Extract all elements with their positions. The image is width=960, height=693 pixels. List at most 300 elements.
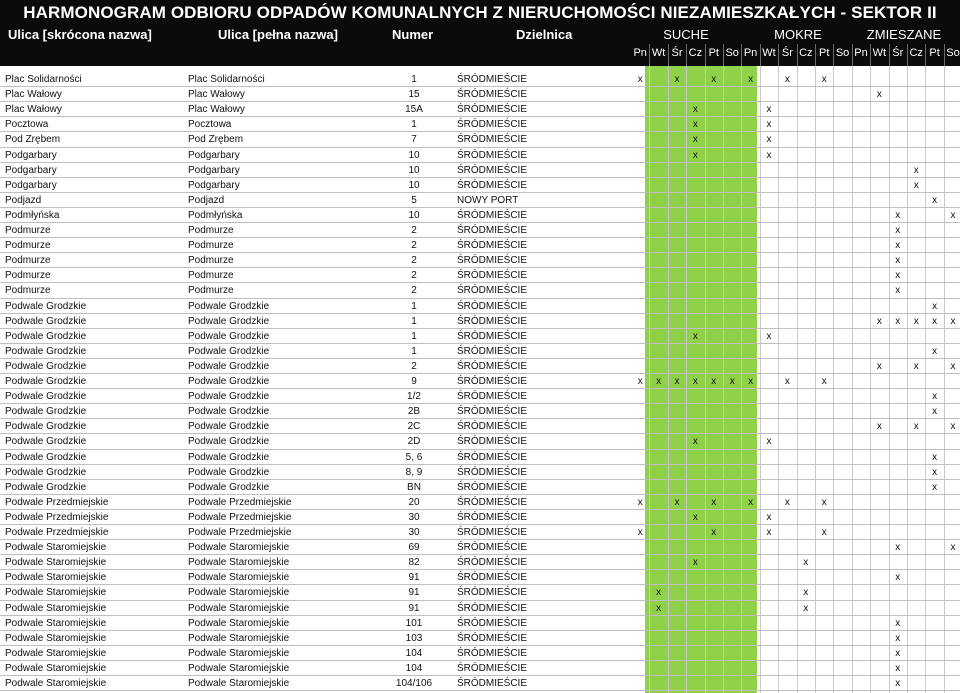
cell-numer: 91 bbox=[408, 572, 420, 584]
cell-dzielnica: ŚRÓDMIEŚCIE bbox=[457, 466, 528, 478]
cell-ulica-full: Pocztowa bbox=[188, 119, 232, 131]
cell-dzielnica: ŚRÓDMIEŚCIE bbox=[457, 89, 528, 101]
cell-ulica-full: Podgarbary bbox=[188, 179, 240, 191]
pickup-mark: x bbox=[729, 376, 735, 387]
cell-numer: 104 bbox=[405, 662, 423, 674]
pickup-mark: x bbox=[895, 632, 901, 644]
pickup-mark: x bbox=[766, 104, 772, 116]
day-header: Śr bbox=[892, 47, 904, 59]
cell-dzielnica: ŚRÓDMIEŚCIE bbox=[457, 270, 528, 282]
cell-numer: 101 bbox=[405, 617, 423, 629]
pickup-mark: x bbox=[766, 527, 772, 538]
cell-ulica-short: Podwale Staromiejskie bbox=[5, 602, 107, 614]
cell-numer: BN bbox=[407, 481, 421, 493]
row-divider bbox=[0, 690, 960, 691]
cell-ulica-short: Podwale Grodzkie bbox=[5, 451, 87, 463]
cell-ulica-full: Podmurze bbox=[188, 240, 234, 252]
cell-dzielnica: ŚRÓDMIEŚCIE bbox=[457, 632, 528, 644]
cell-dzielnica: ŚRÓDMIEŚCIE bbox=[457, 647, 528, 659]
cell-ulica-full: Podmurze bbox=[188, 225, 234, 236]
cell-numer: 69 bbox=[408, 542, 420, 554]
pickup-mark: x bbox=[913, 315, 919, 327]
cell-dzielnica: ŚRÓDMIEŚCIE bbox=[457, 421, 528, 433]
day-header: Cz bbox=[909, 47, 923, 59]
pickup-mark: x bbox=[692, 436, 698, 448]
pickup-mark: x bbox=[656, 587, 662, 599]
cell-ulica-full: Podgarbary bbox=[188, 164, 240, 176]
day-header-divider bbox=[852, 44, 853, 66]
table-row bbox=[0, 570, 960, 585]
cell-dzielnica: ŚRÓDMIEŚCIE bbox=[457, 496, 528, 508]
cell-numer: 20 bbox=[408, 496, 420, 508]
pickup-mark: x bbox=[895, 225, 901, 236]
cell-ulica-short: Podwale Grodzkie bbox=[5, 481, 87, 493]
cell-ulica-full: Podwale Staromiejskie bbox=[188, 678, 290, 689]
cell-ulica-full: Podwale Grodzkie bbox=[188, 300, 270, 312]
table-row bbox=[0, 193, 960, 208]
pickup-mark: x bbox=[932, 300, 938, 312]
cell-ulica-full: Podwale Staromiejskie bbox=[188, 617, 290, 629]
cell-ulica-short: Podwale Grodzkie bbox=[5, 330, 87, 342]
cell-numer: 2 bbox=[411, 285, 417, 297]
pickup-mark: x bbox=[766, 119, 772, 131]
col-header-ulica-short: Ulica [skrócona nazwa] bbox=[8, 27, 152, 42]
cell-numer: 2 bbox=[411, 225, 417, 236]
table-row bbox=[0, 223, 960, 238]
cell-dzielnica: ŚRÓDMIEŚCIE bbox=[457, 572, 528, 584]
table-row bbox=[0, 359, 960, 374]
cell-ulica-short: Podwale Przedmiejskie bbox=[5, 511, 109, 523]
day-header-divider bbox=[944, 44, 945, 66]
cell-dzielnica: ŚRÓDMIEŚCIE bbox=[457, 104, 528, 116]
cell-numer: 104 bbox=[405, 647, 423, 659]
day-header: Pn bbox=[743, 47, 758, 59]
pickup-mark: x bbox=[803, 587, 809, 599]
cell-numer: 91 bbox=[408, 602, 420, 614]
table-row bbox=[0, 480, 960, 495]
table-row bbox=[0, 344, 960, 359]
pickup-mark: x bbox=[932, 481, 938, 493]
cell-numer: 10 bbox=[408, 209, 420, 221]
day-header-divider bbox=[889, 44, 890, 66]
cell-ulica-short: Podmurze bbox=[5, 240, 51, 252]
pickup-mark: x bbox=[913, 164, 919, 176]
pickup-mark: x bbox=[637, 376, 643, 387]
pickup-mark: x bbox=[692, 134, 698, 146]
pickup-mark: x bbox=[876, 315, 882, 327]
cell-ulica-full: Podmłyńska bbox=[188, 209, 243, 221]
pickup-mark: x bbox=[950, 421, 956, 433]
day-header-divider bbox=[907, 44, 908, 66]
table-row bbox=[0, 434, 960, 449]
cell-numer: 2 bbox=[411, 360, 417, 372]
table-header bbox=[0, 0, 960, 66]
cell-numer: 2C bbox=[407, 421, 421, 433]
pickup-mark: x bbox=[656, 602, 662, 614]
cell-dzielnica: ŚRÓDMIEŚCIE bbox=[457, 315, 528, 327]
cell-ulica-full: Podwale Staromiejskie bbox=[188, 662, 290, 674]
day-header-divider bbox=[668, 44, 669, 66]
cell-dzielnica: ŚRÓDMIEŚCIE bbox=[457, 557, 528, 569]
cell-ulica-short: Podwale Staromiejskie bbox=[5, 617, 107, 629]
pickup-mark: x bbox=[692, 104, 698, 116]
table-row bbox=[0, 585, 960, 600]
day-header: Pn bbox=[854, 47, 868, 59]
cell-dzielnica: ŚRÓDMIEŚCIE bbox=[457, 678, 528, 689]
table-row bbox=[0, 268, 960, 283]
pickup-mark: x bbox=[674, 376, 680, 387]
pickup-mark: x bbox=[803, 557, 809, 569]
cell-numer: 10 bbox=[408, 149, 420, 161]
cell-numer: 91 bbox=[408, 587, 420, 599]
cell-ulica-short: Podwale Grodzkie bbox=[5, 345, 87, 357]
pickup-mark: x bbox=[784, 496, 790, 508]
pickup-mark: x bbox=[932, 345, 938, 357]
cell-numer: 1 bbox=[411, 330, 417, 342]
cell-numer: 1 bbox=[411, 119, 417, 131]
cell-dzielnica: ŚRÓDMIEŚCIE bbox=[457, 511, 528, 523]
cell-ulica-short: Podwale Staromiejskie bbox=[5, 572, 107, 584]
cell-dzielnica: ŚRÓDMIEŚCIE bbox=[457, 406, 528, 418]
cell-numer: 1 bbox=[411, 345, 417, 357]
cell-numer: 2 bbox=[411, 255, 417, 267]
cell-ulica-full: Podwale Grodzkie bbox=[188, 360, 270, 372]
cell-dzielnica: ŚRÓDMIEŚCIE bbox=[457, 285, 528, 297]
table-row bbox=[0, 117, 960, 132]
pickup-mark: x bbox=[748, 496, 754, 508]
pickup-mark: x bbox=[950, 209, 956, 221]
cell-ulica-short: Plac Wałowy bbox=[5, 89, 62, 101]
cell-dzielnica: ŚRÓDMIEŚCIE bbox=[457, 527, 528, 538]
cell-dzielnica: ŚRÓDMIEŚCIE bbox=[457, 391, 528, 403]
pickup-mark: x bbox=[950, 542, 956, 554]
pickup-mark: x bbox=[692, 330, 698, 342]
cell-ulica-short: Podwale Grodzkie bbox=[5, 300, 87, 312]
pickup-mark: x bbox=[711, 74, 717, 85]
pickup-mark: x bbox=[895, 542, 901, 554]
pickup-mark: x bbox=[895, 662, 901, 674]
pickup-mark: x bbox=[932, 194, 938, 206]
cell-dzielnica: ŚRÓDMIEŚCIE bbox=[457, 300, 528, 312]
pickup-mark: x bbox=[821, 74, 827, 85]
cell-ulica-short: Podmurze bbox=[5, 255, 51, 267]
cell-ulica-full: Podwale Grodzkie bbox=[188, 376, 270, 387]
table-row bbox=[0, 450, 960, 465]
cell-ulica-full: Podwale Staromiejskie bbox=[188, 647, 290, 659]
cell-numer: 9 bbox=[411, 376, 417, 387]
pickup-mark: x bbox=[748, 74, 754, 85]
cell-numer: 103 bbox=[405, 632, 423, 644]
pickup-mark: x bbox=[711, 376, 717, 387]
pickup-mark: x bbox=[895, 209, 901, 221]
cell-ulica-short: Podgarbary bbox=[5, 164, 57, 176]
cell-ulica-full: Podwale Grodzkie bbox=[188, 345, 270, 357]
cell-numer: 2B bbox=[407, 406, 421, 418]
pickup-mark: x bbox=[674, 74, 680, 85]
col-header-ulica-full: Ulica [pełna nazwa] bbox=[218, 27, 338, 42]
pickup-mark: x bbox=[766, 330, 772, 342]
pickup-mark: x bbox=[766, 511, 772, 523]
cell-ulica-full: Podwale Przedmiejskie bbox=[188, 527, 292, 538]
pickup-mark: x bbox=[932, 466, 938, 478]
pickup-mark: x bbox=[932, 391, 938, 403]
pickup-mark: x bbox=[950, 360, 956, 372]
pickup-mark: x bbox=[766, 436, 772, 448]
cell-ulica-short: Podwale Grodzkie bbox=[5, 391, 87, 403]
cell-ulica-full: Podmurze bbox=[188, 285, 234, 297]
cell-dzielnica: ŚRÓDMIEŚCIE bbox=[457, 164, 528, 176]
group-header-zmieszane: ZMIESZANE bbox=[866, 27, 942, 42]
cell-dzielnica: ŚRÓDMIEŚCIE bbox=[457, 587, 528, 599]
table-row bbox=[0, 676, 960, 691]
pickup-mark: x bbox=[895, 647, 901, 659]
cell-dzielnica: ŚRÓDMIEŚCIE bbox=[457, 360, 528, 372]
col-header-dzielnica: Dzielnica bbox=[516, 27, 573, 42]
table-row bbox=[0, 510, 960, 525]
cell-ulica-short: Podwale Staromiejskie bbox=[5, 587, 107, 599]
table-row bbox=[0, 87, 960, 102]
cell-ulica-full: Podmurze bbox=[188, 270, 234, 282]
cell-ulica-short: Podwale Grodzkie bbox=[5, 406, 87, 418]
day-header: Pt bbox=[818, 47, 830, 59]
table-row bbox=[0, 283, 960, 298]
cell-ulica-short: Podmłyńska bbox=[5, 209, 60, 221]
cell-dzielnica: ŚRÓDMIEŚCIE bbox=[457, 617, 528, 629]
cell-ulica-full: Plac Solidarności bbox=[188, 74, 265, 85]
group-header-suche: SUCHE bbox=[663, 27, 709, 42]
cell-ulica-full: Podwale Grodzkie bbox=[188, 406, 270, 418]
cell-ulica-full: Podgarbary bbox=[188, 149, 240, 161]
cell-ulica-short: Podmurze bbox=[5, 270, 51, 282]
pickup-mark: x bbox=[692, 376, 698, 387]
table-row bbox=[0, 525, 960, 540]
pickup-mark: x bbox=[913, 360, 919, 372]
day-header-divider bbox=[925, 44, 926, 66]
cell-dzielnica: NOWY PORT bbox=[457, 194, 519, 206]
cell-dzielnica: ŚRÓDMIEŚCIE bbox=[457, 225, 528, 236]
table-row bbox=[0, 314, 960, 329]
cell-numer: 30 bbox=[408, 527, 420, 538]
day-header-divider bbox=[797, 44, 798, 66]
cell-ulica-full: Podwale Staromiejskie bbox=[188, 587, 290, 599]
table-row bbox=[0, 495, 960, 510]
pickup-mark: x bbox=[932, 451, 938, 463]
pickup-mark: x bbox=[637, 496, 643, 508]
day-header-divider bbox=[870, 44, 871, 66]
cell-ulica-full: Podwale Staromiejskie bbox=[188, 602, 290, 614]
cell-dzielnica: ŚRÓDMIEŚCIE bbox=[457, 209, 528, 221]
day-header: Wt bbox=[762, 47, 776, 59]
cell-numer: 30 bbox=[408, 511, 420, 523]
cell-dzielnica: ŚRÓDMIEŚCIE bbox=[457, 542, 528, 554]
cell-ulica-full: Podwale Staromiejskie bbox=[188, 632, 290, 644]
cell-dzielnica: ŚRÓDMIEŚCIE bbox=[457, 481, 528, 493]
day-header: Wt bbox=[872, 47, 887, 59]
day-header-divider bbox=[815, 44, 816, 66]
pickup-mark: x bbox=[692, 149, 698, 161]
cell-ulica-short: Pocztowa bbox=[5, 119, 49, 131]
cell-numer: 1/2 bbox=[407, 391, 421, 403]
cell-numer: 8, 9 bbox=[405, 466, 423, 478]
cell-ulica-short: Podwale Staromiejskie bbox=[5, 678, 107, 689]
pickup-mark: x bbox=[876, 89, 882, 101]
table-row bbox=[0, 465, 960, 480]
cell-ulica-short: Podwale Grodzkie bbox=[5, 436, 87, 448]
cell-ulica-full: Podwale Grodzkie bbox=[188, 451, 270, 463]
pickup-mark: x bbox=[821, 527, 827, 538]
day-header-divider bbox=[760, 44, 761, 66]
day-header: Wt bbox=[651, 47, 666, 59]
pickup-mark: x bbox=[748, 376, 754, 387]
cell-ulica-short: Pod Zrębem bbox=[5, 134, 61, 146]
cell-numer: 1 bbox=[411, 315, 417, 327]
pickup-mark: x bbox=[932, 315, 938, 327]
cell-ulica-short: Podmurze bbox=[5, 285, 51, 297]
cell-ulica-full: Podwale Staromiejskie bbox=[188, 557, 290, 569]
table-row bbox=[0, 163, 960, 178]
cell-dzielnica: ŚRÓDMIEŚCIE bbox=[457, 74, 528, 85]
cell-ulica-full: Podmurze bbox=[188, 255, 234, 267]
day-header: Pn bbox=[633, 47, 647, 59]
pickup-mark: x bbox=[711, 527, 717, 538]
table-row bbox=[0, 616, 960, 631]
table-row bbox=[0, 132, 960, 147]
cell-ulica-short: Podwale Staromiejskie bbox=[5, 542, 107, 554]
pickup-mark: x bbox=[876, 421, 882, 433]
pickup-mark: x bbox=[895, 678, 901, 689]
cell-ulica-short: Podwale Staromiejskie bbox=[5, 557, 107, 569]
pickup-mark: x bbox=[766, 134, 772, 146]
table-row bbox=[0, 419, 960, 434]
pickup-mark: x bbox=[913, 179, 919, 191]
cell-dzielnica: ŚRÓDMIEŚCIE bbox=[457, 662, 528, 674]
day-header: Cz bbox=[799, 47, 813, 59]
cell-ulica-short: Podjazd bbox=[5, 194, 42, 206]
table-row bbox=[0, 661, 960, 676]
cell-numer: 10 bbox=[408, 179, 420, 191]
cell-ulica-short: Podwale Grodzkie bbox=[5, 376, 87, 387]
cell-numer: 1 bbox=[411, 300, 417, 312]
day-header: Śr bbox=[671, 47, 683, 59]
day-header: Cz bbox=[688, 47, 703, 59]
cell-ulica-short: Podwale Grodzkie bbox=[5, 315, 87, 327]
cell-dzielnica: ŚRÓDMIEŚCIE bbox=[457, 255, 528, 267]
cell-ulica-short: Podgarbary bbox=[5, 149, 57, 161]
table-row bbox=[0, 646, 960, 661]
table-row bbox=[0, 631, 960, 646]
pickup-mark: x bbox=[895, 255, 901, 267]
pickup-mark: x bbox=[821, 496, 827, 508]
table-row bbox=[0, 601, 960, 616]
pickup-mark: x bbox=[692, 557, 698, 569]
pickup-mark: x bbox=[637, 74, 643, 85]
cell-ulica-short: Plac Wałowy bbox=[5, 104, 62, 116]
pickup-mark: x bbox=[803, 602, 809, 614]
pickup-mark: x bbox=[895, 315, 901, 327]
pickup-mark: x bbox=[932, 406, 938, 418]
pickup-mark: x bbox=[674, 496, 680, 508]
cell-ulica-short: Podgarbary bbox=[5, 179, 57, 191]
table-row bbox=[0, 540, 960, 555]
cell-numer: 5 bbox=[411, 194, 417, 206]
table-row bbox=[0, 389, 960, 404]
cell-numer: 15 bbox=[408, 89, 420, 101]
table-row bbox=[0, 72, 960, 87]
pickup-mark: x bbox=[895, 572, 901, 584]
cell-ulica-full: Plac Wałowy bbox=[188, 89, 245, 101]
day-header-divider bbox=[686, 44, 687, 66]
table-row bbox=[0, 329, 960, 344]
cell-dzielnica: ŚRÓDMIEŚCIE bbox=[457, 451, 528, 463]
day-header: So bbox=[835, 47, 850, 59]
cell-dzielnica: ŚRÓDMIEŚCIE bbox=[457, 119, 528, 131]
cell-dzielnica: ŚRÓDMIEŚCIE bbox=[457, 240, 528, 252]
table-row bbox=[0, 404, 960, 419]
pickup-mark: x bbox=[656, 376, 662, 387]
cell-ulica-full: Podjazd bbox=[188, 194, 225, 206]
cell-ulica-full: Podwale Przedmiejskie bbox=[188, 496, 292, 508]
table-row bbox=[0, 555, 960, 570]
cell-dzielnica: ŚRÓDMIEŚCIE bbox=[457, 376, 528, 387]
pickup-mark: x bbox=[895, 270, 901, 282]
pickup-mark: x bbox=[784, 376, 790, 387]
cell-numer: 2 bbox=[411, 240, 417, 252]
pickup-mark: x bbox=[711, 496, 717, 508]
col-header-numer: Numer bbox=[392, 27, 434, 42]
table-row bbox=[0, 102, 960, 117]
day-header-divider bbox=[741, 44, 742, 66]
cell-dzielnica: ŚRÓDMIEŚCIE bbox=[457, 134, 528, 146]
cell-dzielnica: ŚRÓDMIEŚCIE bbox=[457, 345, 528, 357]
pickup-mark: x bbox=[766, 149, 772, 161]
day-header-divider bbox=[649, 44, 650, 66]
pickup-mark: x bbox=[895, 240, 901, 252]
cell-numer: 2 bbox=[411, 270, 417, 282]
cell-dzielnica: ŚRÓDMIEŚCIE bbox=[457, 436, 528, 448]
day-header-divider bbox=[778, 44, 779, 66]
cell-numer: 5, 6 bbox=[405, 451, 423, 463]
pickup-mark: x bbox=[821, 376, 827, 387]
day-header: So bbox=[946, 47, 960, 59]
day-header: Pt bbox=[929, 47, 940, 59]
cell-ulica-short: Podmurze bbox=[5, 225, 51, 236]
table-row bbox=[0, 374, 960, 389]
cell-numer: 2D bbox=[407, 436, 421, 448]
table-row bbox=[0, 238, 960, 253]
pickup-mark: x bbox=[692, 119, 698, 131]
cell-numer: 82 bbox=[408, 557, 420, 569]
table-row bbox=[0, 299, 960, 314]
cell-ulica-short: Podwale Przedmiejskie bbox=[5, 527, 109, 538]
pickup-mark: x bbox=[876, 360, 882, 372]
pickup-mark: x bbox=[784, 74, 790, 85]
cell-ulica-full: Podwale Grodzkie bbox=[188, 330, 270, 342]
cell-ulica-full: Pod Zrębem bbox=[188, 134, 244, 146]
table-row bbox=[0, 178, 960, 193]
group-header-mokre: MOKRE bbox=[774, 27, 822, 42]
cell-numer: 7 bbox=[411, 134, 417, 146]
cell-ulica-short: Podwale Grodzkie bbox=[5, 466, 87, 478]
day-header-divider bbox=[705, 44, 706, 66]
cell-ulica-full: Podwale Grodzkie bbox=[188, 436, 270, 448]
cell-ulica-short: Podwale Staromiejskie bbox=[5, 632, 107, 644]
table-row bbox=[0, 208, 960, 223]
cell-ulica-short: Plac Solidarności bbox=[5, 74, 82, 85]
cell-ulica-full: Podwale Przedmiejskie bbox=[188, 511, 292, 523]
page-title: HARMONOGRAM ODBIORU ODPADÓW KOMUNALNYCH Z NIERUCHOMOŚCI NIEZAMIESZKAŁYCH - SEKTOR II bbox=[23, 3, 937, 22]
cell-ulica-short: Podwale Grodzkie bbox=[5, 360, 87, 372]
cell-ulica-full: Podwale Staromiejskie bbox=[188, 572, 290, 584]
